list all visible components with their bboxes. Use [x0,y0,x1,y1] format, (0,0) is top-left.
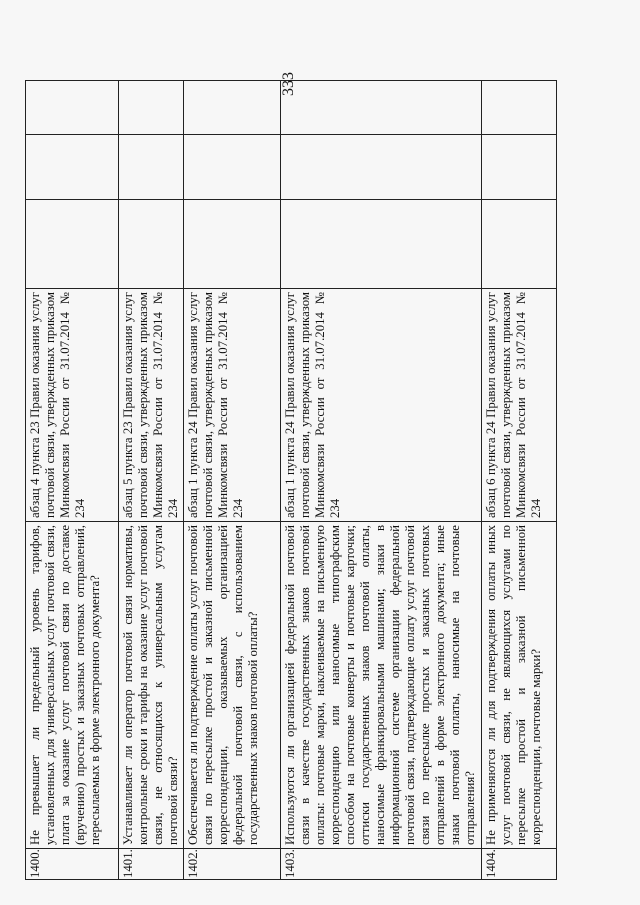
table-row [119,81,184,880]
table-row [26,81,119,880]
table-row [184,81,281,880]
question-cell: Не превышает ли предельный уровень тарифов, установленных для универсальных услуг почтовой связи, плата за оказание услуг почтовой связи по доставке (вручению) простых и заказных почтовых отправлений, пересылаемых в форме электронного документа? [26,522,119,849]
empty-cell [482,200,557,289]
reference-cell: абзац 5 пункта 23 Правил оказания услуг почтовой связи, утвержденных приказом Минкомсвязи России от 31.07.2014 № 234 [119,289,184,522]
empty-cell [184,200,281,289]
empty-cell [281,81,482,135]
empty-cell [184,135,281,200]
empty-cell [482,81,557,135]
empty-cell [184,81,281,135]
row-number: 1401. [119,849,184,880]
empty-cell [119,135,184,200]
empty-cell [26,200,119,289]
reference-cell: абзац 4 пункта 23 Правил оказания услуг почтовой связи, утвержденных приказом Минкомсвязи России от 31.07.2014 № 234 [26,289,119,522]
empty-cell [281,200,482,289]
empty-cell [26,81,119,135]
empty-cell [482,135,557,200]
checklist-table [25,80,557,880]
question-cell: Не применяются ли для подтверждения оплаты иных услуг почтовой связи, не являющихся услугами по пересылке простой и заказной письменной корреспонденции, почтовые марки? [482,522,557,849]
empty-cell [119,81,184,135]
question-cell: Обеспечивается ли подтверждение оплаты услуг почтовой связи по пересылке простой и заказной письменной корреспонденции, оказываемых организацией федеральной почтовой связи, с использованием государственных знаков почтовой оплаты? [184,522,281,849]
page-number: 333 [280,72,297,96]
empty-cell [26,135,119,200]
empty-cell [281,135,482,200]
reference-cell: абзац 6 пункта 24 Правил оказания услуг почтовой связи, утвержденных приказом Минкомсвязи России от 31.07.2014 № 234 [482,289,557,522]
empty-cell [119,200,184,289]
rotated-table-sheet [25,72,555,880]
row-number: 1403. [281,849,482,880]
row-number: 1402. [184,849,281,880]
table-row [281,81,482,880]
question-cell: Устанавливает ли оператор почтовой связи нормативы, контрольные сроки и тарифы на оказание услуг почтовой связи, не относящихся к универсальным услугам почтовой связи? [119,522,184,849]
table-row [482,81,557,880]
row-number: 1404. [482,849,557,880]
row-number: 1400. [26,849,119,880]
reference-cell: абзац 1 пункта 24 Правил оказания услуг почтовой связи, утвержденных приказом Минкомсвязи России от 31.07.2014 № 234 [281,289,482,522]
reference-cell: абзац 1 пункта 24 Правил оказания услуг почтовой связи, утвержденных приказом Минкомсвязи России от 31.07.2014 № 234 [184,289,281,522]
question-cell: Используются ли организацией федеральной почтовой связи в качестве государственных знаков почтовой оплаты: почтовые марки, наклеиваемые на письменную корреспонденцию или наносимые типографским способом на почтовые конверты и почтовые карточки; оттиски государственных знаков почтовой оплаты, наносимые франкировальными машинами; знаки в информационной системе организации федеральной почтовой связи, подтверждающие оплату услуг почтовой связи по пересылке простых и заказных почтовых отправлений в форме электронного документа; иные знаки почтовой оплаты, наносимые на почтовые отправления? [281,522,482,849]
